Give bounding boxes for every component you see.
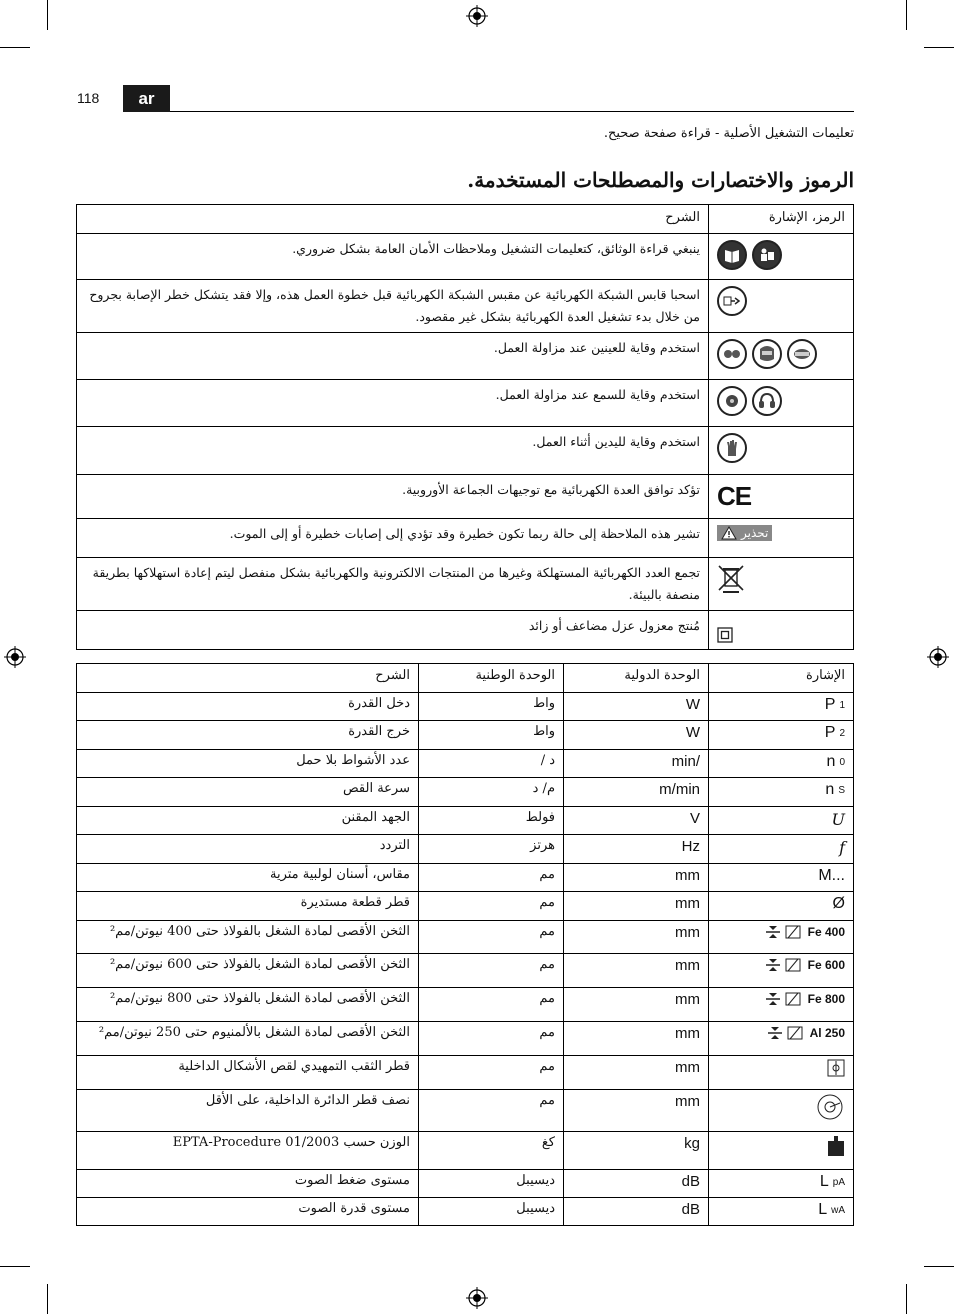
table-row bbox=[77, 1198, 854, 1226]
national-unit-cell: مم bbox=[419, 1090, 564, 1132]
inner-radius-icon bbox=[815, 1093, 845, 1121]
table-row bbox=[77, 778, 854, 807]
column-header-explanation: الشرح bbox=[77, 664, 419, 693]
symbol-cell bbox=[709, 1090, 854, 1132]
intl-unit-cell: mm bbox=[564, 892, 709, 921]
symbol-text: P bbox=[824, 724, 836, 741]
material-thickness-icon bbox=[764, 924, 804, 940]
table-row bbox=[77, 921, 854, 954]
symbol-cell bbox=[709, 954, 854, 988]
registration-mark-icon bbox=[466, 1287, 488, 1309]
national-unit-cell: فولط bbox=[419, 807, 564, 835]
table-row bbox=[77, 558, 854, 611]
symbol-cell bbox=[709, 519, 854, 558]
gloves-icon bbox=[717, 433, 747, 463]
table-row bbox=[77, 427, 854, 475]
explanation-cell: اسحبا قابس الشبكة الكهربائية عن مقبس الشبكة الكهربائية قبل خطوة العمل هذه، وإلا فقد يتشكل خطر الإصابة بجروح من خلال بدء تشغيل العدة الكهربائية بشكل غير مقصود. bbox=[77, 280, 709, 333]
explanation-cell: الثخن الأقصى لمادة الشغل بالألمنيوم حتى 250 نيوتن/مم² bbox=[77, 1022, 419, 1056]
table-row bbox=[77, 380, 854, 427]
table-row bbox=[77, 1022, 854, 1056]
table-row bbox=[77, 864, 854, 892]
symbol-cell bbox=[709, 1056, 854, 1090]
ear-muffs-icon bbox=[752, 386, 782, 416]
symbol-cell bbox=[709, 611, 854, 650]
symbol-cell bbox=[709, 1198, 854, 1226]
language-tab: ar bbox=[123, 85, 170, 112]
column-header-national-unit: الوحدة الوطنية bbox=[419, 664, 564, 693]
table-row bbox=[77, 892, 854, 921]
table-row bbox=[77, 1170, 854, 1198]
crop-mark bbox=[0, 47, 30, 48]
table-row bbox=[77, 988, 854, 1022]
symbol-cell bbox=[709, 1132, 854, 1170]
symbols-table bbox=[76, 204, 854, 650]
symbol-text: n bbox=[825, 781, 835, 798]
table-row bbox=[77, 611, 854, 650]
table-header-row bbox=[77, 205, 854, 234]
symbol-text: f bbox=[839, 838, 845, 857]
national-unit-cell: د / bbox=[419, 750, 564, 778]
table-row bbox=[77, 693, 854, 721]
visor-icon bbox=[787, 339, 817, 369]
explanation-cell: استخدم وقاية للعينين عند مزاولة العمل. bbox=[77, 333, 709, 380]
national-unit-cell: ديسيبل bbox=[419, 1198, 564, 1226]
intl-unit-cell: /min bbox=[564, 750, 709, 778]
warning-icon bbox=[721, 526, 737, 540]
symbol-cell bbox=[709, 778, 854, 807]
explanation-cell: التردد bbox=[77, 835, 419, 864]
national-unit-cell: مم bbox=[419, 988, 564, 1022]
intl-unit-cell: mm bbox=[564, 921, 709, 954]
column-header-explanation: الشرح bbox=[77, 205, 709, 234]
page-number: 118 bbox=[77, 90, 100, 106]
symbol-subscript: 0 bbox=[839, 756, 845, 768]
intl-unit-cell: W bbox=[564, 693, 709, 721]
intl-unit-cell: mm bbox=[564, 1056, 709, 1090]
explanation-cell: سرعة القص bbox=[77, 778, 419, 807]
material-thickness-icon bbox=[764, 957, 804, 973]
symbol-text: U bbox=[831, 810, 845, 829]
document-subtitle: تعليمات التشغيل الأصلية - قراءة صفحة صحيح. bbox=[603, 126, 854, 141]
symbol-subscript: wA bbox=[831, 1204, 845, 1216]
symbol-text: L bbox=[818, 1201, 828, 1218]
table-row bbox=[77, 475, 854, 519]
explanation-cell: مقاس، أسنان لولبية مترية bbox=[77, 864, 419, 892]
column-header-intl-unit: الوحدة الدولية bbox=[564, 664, 709, 693]
table-row bbox=[77, 234, 854, 280]
crossed-bin-icon bbox=[717, 564, 745, 594]
crop-mark bbox=[0, 1266, 30, 1267]
table-row bbox=[77, 519, 854, 558]
explanation-cell: مستوى قدرة الصوت bbox=[77, 1198, 419, 1226]
warning-badge bbox=[717, 525, 772, 541]
warning-label: تحذير bbox=[741, 526, 769, 540]
explanation-cell: ينبغي قراءة الوثائق، كتعليمات التشغيل وملاحظات الأمان العامة بشكل ضروري. bbox=[77, 234, 709, 280]
crop-mark bbox=[924, 1266, 954, 1267]
ear-protection-icon bbox=[717, 386, 747, 416]
table-row bbox=[77, 1056, 854, 1090]
national-unit-cell: واط bbox=[419, 721, 564, 750]
explanation-cell: نصف قطر الدائرة الداخلية، على الأقل bbox=[77, 1090, 419, 1132]
intl-unit-cell: dB bbox=[564, 1198, 709, 1226]
symbol-cell bbox=[709, 1022, 854, 1056]
symbol-subscript: 1 bbox=[839, 699, 845, 711]
symbol-text: P bbox=[824, 696, 836, 713]
explanation-cell: مُنتج معزول عزل مضاعف أو زائد bbox=[77, 611, 709, 650]
explanation-cell: الجهد المقنن bbox=[77, 807, 419, 835]
explanation-cell: خرج القدرة bbox=[77, 721, 419, 750]
explanation-cell: قطر الثقب التمهيدي لقص الأشكال الداخلية bbox=[77, 1056, 419, 1090]
crop-mark bbox=[924, 47, 954, 48]
symbol-cell bbox=[709, 380, 854, 427]
face-shield-icon bbox=[752, 339, 782, 369]
national-unit-cell: مم bbox=[419, 892, 564, 921]
national-unit-cell: مم bbox=[419, 1056, 564, 1090]
symbol-text: M... bbox=[818, 867, 845, 884]
explanation-cell: الثخن الأقصى لمادة الشغل بالفولاذ حتى 800 نيوتن/مم² bbox=[77, 988, 419, 1022]
explanation-cell: قطر قطعة مستديرة bbox=[77, 892, 419, 921]
symbol-cell bbox=[709, 1170, 854, 1198]
table-row bbox=[77, 333, 854, 380]
crop-mark bbox=[47, 1284, 48, 1314]
intl-unit-cell: W bbox=[564, 721, 709, 750]
registration-mark-icon bbox=[466, 5, 488, 27]
intl-unit-cell: V bbox=[564, 807, 709, 835]
weight-icon bbox=[827, 1135, 845, 1157]
national-unit-cell: كغ bbox=[419, 1132, 564, 1170]
read-instructions-icon bbox=[752, 240, 782, 270]
intl-unit-cell: mm bbox=[564, 1022, 709, 1056]
units-table bbox=[76, 663, 854, 1226]
symbol-cell bbox=[709, 750, 854, 778]
symbol-cell bbox=[709, 558, 854, 611]
column-header-symbol: الرمز، الإشارة bbox=[709, 205, 854, 234]
symbol-cell bbox=[709, 427, 854, 475]
symbol-cell bbox=[709, 807, 854, 835]
table-row bbox=[77, 721, 854, 750]
symbol-cell bbox=[709, 333, 854, 380]
table-row bbox=[77, 1132, 854, 1170]
crop-mark bbox=[906, 1284, 907, 1314]
symbol-cell bbox=[709, 864, 854, 892]
symbol-cell bbox=[709, 921, 854, 954]
national-unit-cell: م/ د bbox=[419, 778, 564, 807]
symbol-cell bbox=[709, 475, 854, 519]
symbol-cell bbox=[709, 988, 854, 1022]
symbol-subscript: pA bbox=[832, 1176, 845, 1188]
symbol-subscript: S bbox=[838, 784, 845, 796]
intl-unit-cell: mm bbox=[564, 954, 709, 988]
symbol-text: n bbox=[826, 753, 836, 770]
explanation-cell: عدد الأشواط بلا حمل bbox=[77, 750, 419, 778]
header-rule bbox=[170, 111, 854, 112]
table-row bbox=[77, 280, 854, 333]
explanation-cell: مستوى ضغط الصوت bbox=[77, 1170, 419, 1198]
material-label: Al 250 bbox=[809, 1026, 845, 1040]
symbol-cell bbox=[709, 892, 854, 921]
goggles-icon bbox=[717, 339, 747, 369]
intl-unit-cell: mm bbox=[564, 988, 709, 1022]
explanation-cell: الثخن الأقصى لمادة الشغل بالفولاذ حتى 600 نيوتن/مم² bbox=[77, 954, 419, 988]
symbol-subscript: 2 bbox=[839, 727, 845, 739]
symbol-text: L bbox=[819, 1173, 829, 1190]
table-row bbox=[77, 835, 854, 864]
unplug-icon bbox=[717, 286, 747, 316]
intl-unit-cell: dB bbox=[564, 1170, 709, 1198]
symbol-cell bbox=[709, 835, 854, 864]
symbol-cell bbox=[709, 234, 854, 280]
table-row bbox=[77, 807, 854, 835]
symbol-cell bbox=[709, 693, 854, 721]
symbol-cell bbox=[709, 721, 854, 750]
read-manual-icon bbox=[717, 240, 747, 270]
material-label: Fe 600 bbox=[807, 958, 845, 972]
table-row bbox=[77, 750, 854, 778]
material-label: Fe 400 bbox=[807, 925, 845, 939]
explanation-cell: تؤكد توافق العدة الكهربائية مع توجيهات الجماعة الأوروبية. bbox=[77, 475, 709, 519]
ce-mark-icon: CE bbox=[717, 481, 752, 511]
explanation-cell: تجمع العدد الكهربائية المستهلكة وغيرها من المنتجات الالكترونية والكهربائية بشكل منفصل ليتم إعادة استهلاكها بطريقة منصفة بالبيئة. bbox=[77, 558, 709, 611]
intl-unit-cell: Hz bbox=[564, 835, 709, 864]
national-unit-cell: مم bbox=[419, 954, 564, 988]
symbol-text: Ø bbox=[832, 895, 845, 912]
national-unit-cell: مم bbox=[419, 864, 564, 892]
explanation-cell: تشير هذه الملاحظة إلى حالة ربما تكون خطيرة وقد تؤدي إلى إصابات خطيرة أو إلى الموت. bbox=[77, 519, 709, 558]
explanation-cell: الثخن الأقصى لمادة الشغل بالفولاذ حتى 400 نيوتن/مم² bbox=[77, 921, 419, 954]
crop-mark bbox=[906, 0, 907, 30]
table-row bbox=[77, 954, 854, 988]
national-unit-cell: مم bbox=[419, 921, 564, 954]
material-thickness-icon bbox=[766, 1025, 806, 1041]
section-title: الرموز والاختصارات والمصطلحات المستخدمة. bbox=[467, 168, 854, 192]
explanation-cell: الوزن حسب EPTA-Procedure 01/2003 bbox=[77, 1132, 419, 1170]
national-unit-cell: مم bbox=[419, 1022, 564, 1056]
national-unit-cell: ديسيبل bbox=[419, 1170, 564, 1198]
material-thickness-icon bbox=[764, 991, 804, 1007]
national-unit-cell: واط bbox=[419, 693, 564, 721]
explanation-cell: دخل القدرة bbox=[77, 693, 419, 721]
crop-mark bbox=[47, 0, 48, 30]
table-header-row bbox=[77, 664, 854, 693]
column-header-symbol: الإشارة bbox=[709, 664, 854, 693]
registration-mark-icon bbox=[4, 646, 26, 668]
table-row bbox=[77, 1090, 854, 1132]
symbol-cell bbox=[709, 280, 854, 333]
double-insulation-icon bbox=[717, 627, 733, 643]
pilot-hole-icon bbox=[827, 1059, 845, 1077]
intl-unit-cell: m/min bbox=[564, 778, 709, 807]
explanation-cell: استخدم وقاية لليدين أثناء العمل. bbox=[77, 427, 709, 475]
national-unit-cell: هرتز bbox=[419, 835, 564, 864]
intl-unit-cell: mm bbox=[564, 864, 709, 892]
material-label: Fe 800 bbox=[807, 992, 845, 1006]
explanation-cell: استخدم وقاية للسمع عند مزاولة العمل. bbox=[77, 380, 709, 427]
intl-unit-cell: kg bbox=[564, 1132, 709, 1170]
registration-mark-icon bbox=[927, 646, 949, 668]
intl-unit-cell: mm bbox=[564, 1090, 709, 1132]
